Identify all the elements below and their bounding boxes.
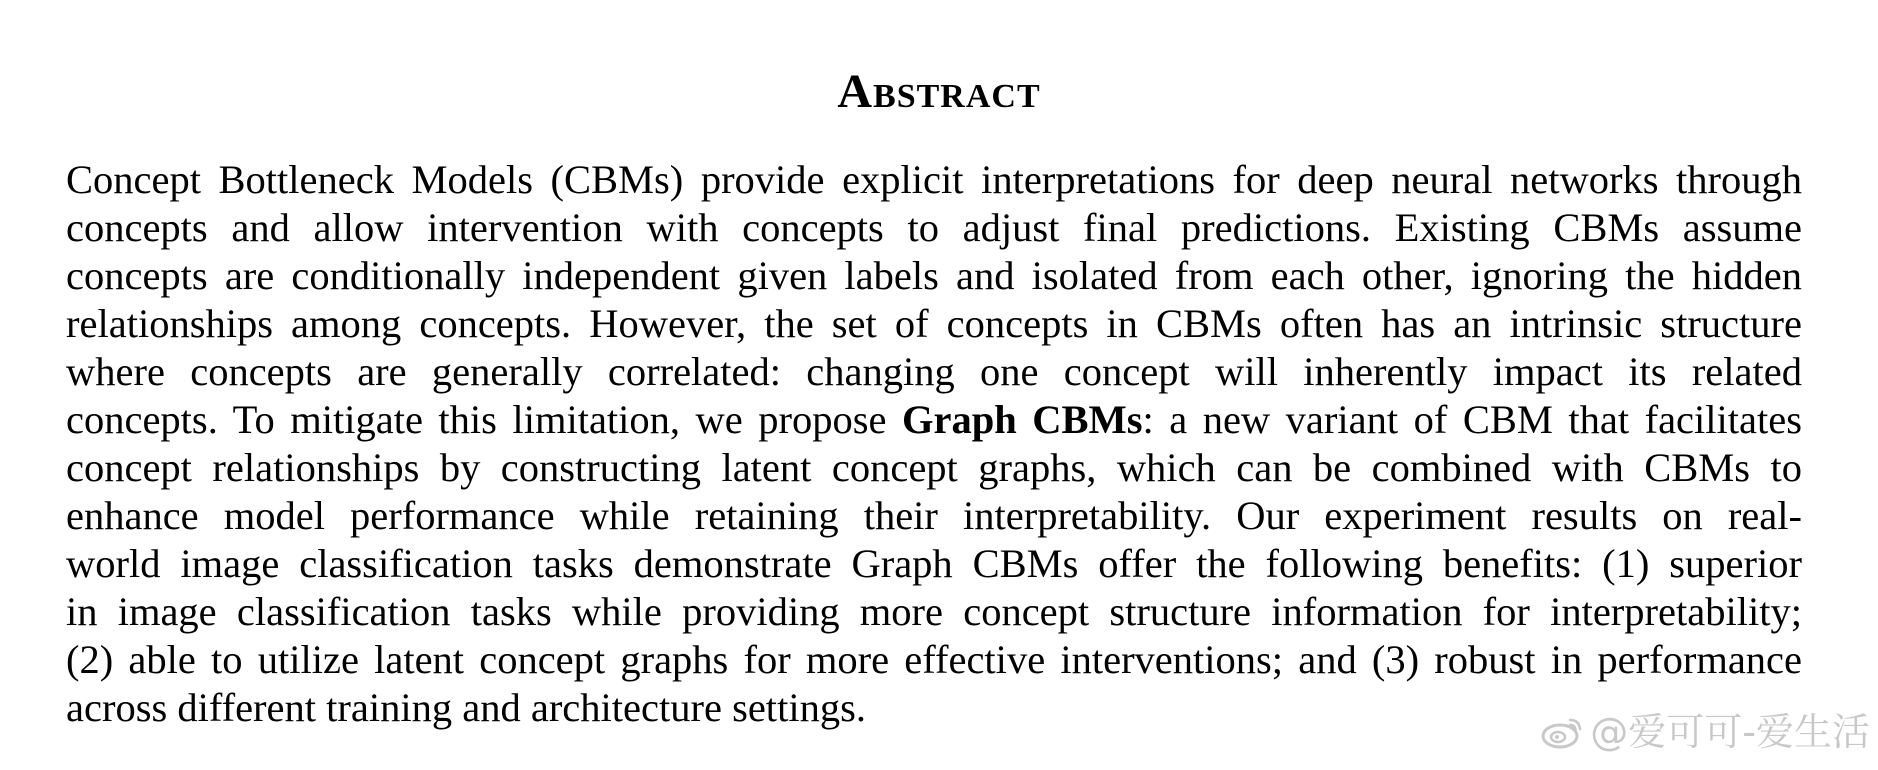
abstract-body <box>66 156 1802 732</box>
abstract-line-12: across different training and architecture settings. <box>66 685 866 730</box>
abstract-line-7: concept relationships by constructing latent concept graphs, which can be combined with CBMs to <box>66 445 1802 490</box>
abstract-heading <box>0 64 1878 120</box>
abstract-line-5: where concepts are generally correlated: changing one concept will inherently impact its related <box>66 349 1802 394</box>
watermark-text: @爱可可-爱生活 <box>1590 710 1870 754</box>
weibo-icon <box>1540 714 1584 750</box>
abstract-line-6 <box>66 396 1802 444</box>
abstract-line-4: relationships among concepts. However, the set of concepts in CBMs often has an intrinsic structure <box>66 301 1802 346</box>
line-6-after: : a new variant of CBM that facilitates <box>1142 397 1802 442</box>
abstract-heading-text: Abstract <box>837 65 1041 118</box>
abstract-line-9: world image classification tasks demonstrate Graph CBMs offer the following benefits: (1) superior <box>66 541 1802 586</box>
abstract-line-8: enhance model performance while retaining their interpretability. Our experiment results on real- <box>66 493 1802 538</box>
abstract-line-1: Concept Bottleneck Models (CBMs) provide explicit interpretations for deep neural networks through <box>66 157 1802 202</box>
abstract-line-2: concepts and allow intervention with concepts to adjust final predictions. Existing CBMs assume <box>66 205 1802 250</box>
abstract-line-3: concepts are conditionally independent given labels and isolated from each other, ignoring the hidden <box>66 253 1802 298</box>
abstract-line-10: in image classification tasks while providing more concept structure information for interpretability; <box>66 589 1802 634</box>
graph-cbms-emphasis: Graph CBMs <box>901 397 1143 442</box>
watermark <box>1540 710 1870 754</box>
abstract-line-11: (2) able to utilize latent concept graphs for more effective interventions; and (3) robust in performance <box>66 637 1802 682</box>
line-6-before: concepts. To mitigate this limitation, we propose <box>66 397 902 442</box>
